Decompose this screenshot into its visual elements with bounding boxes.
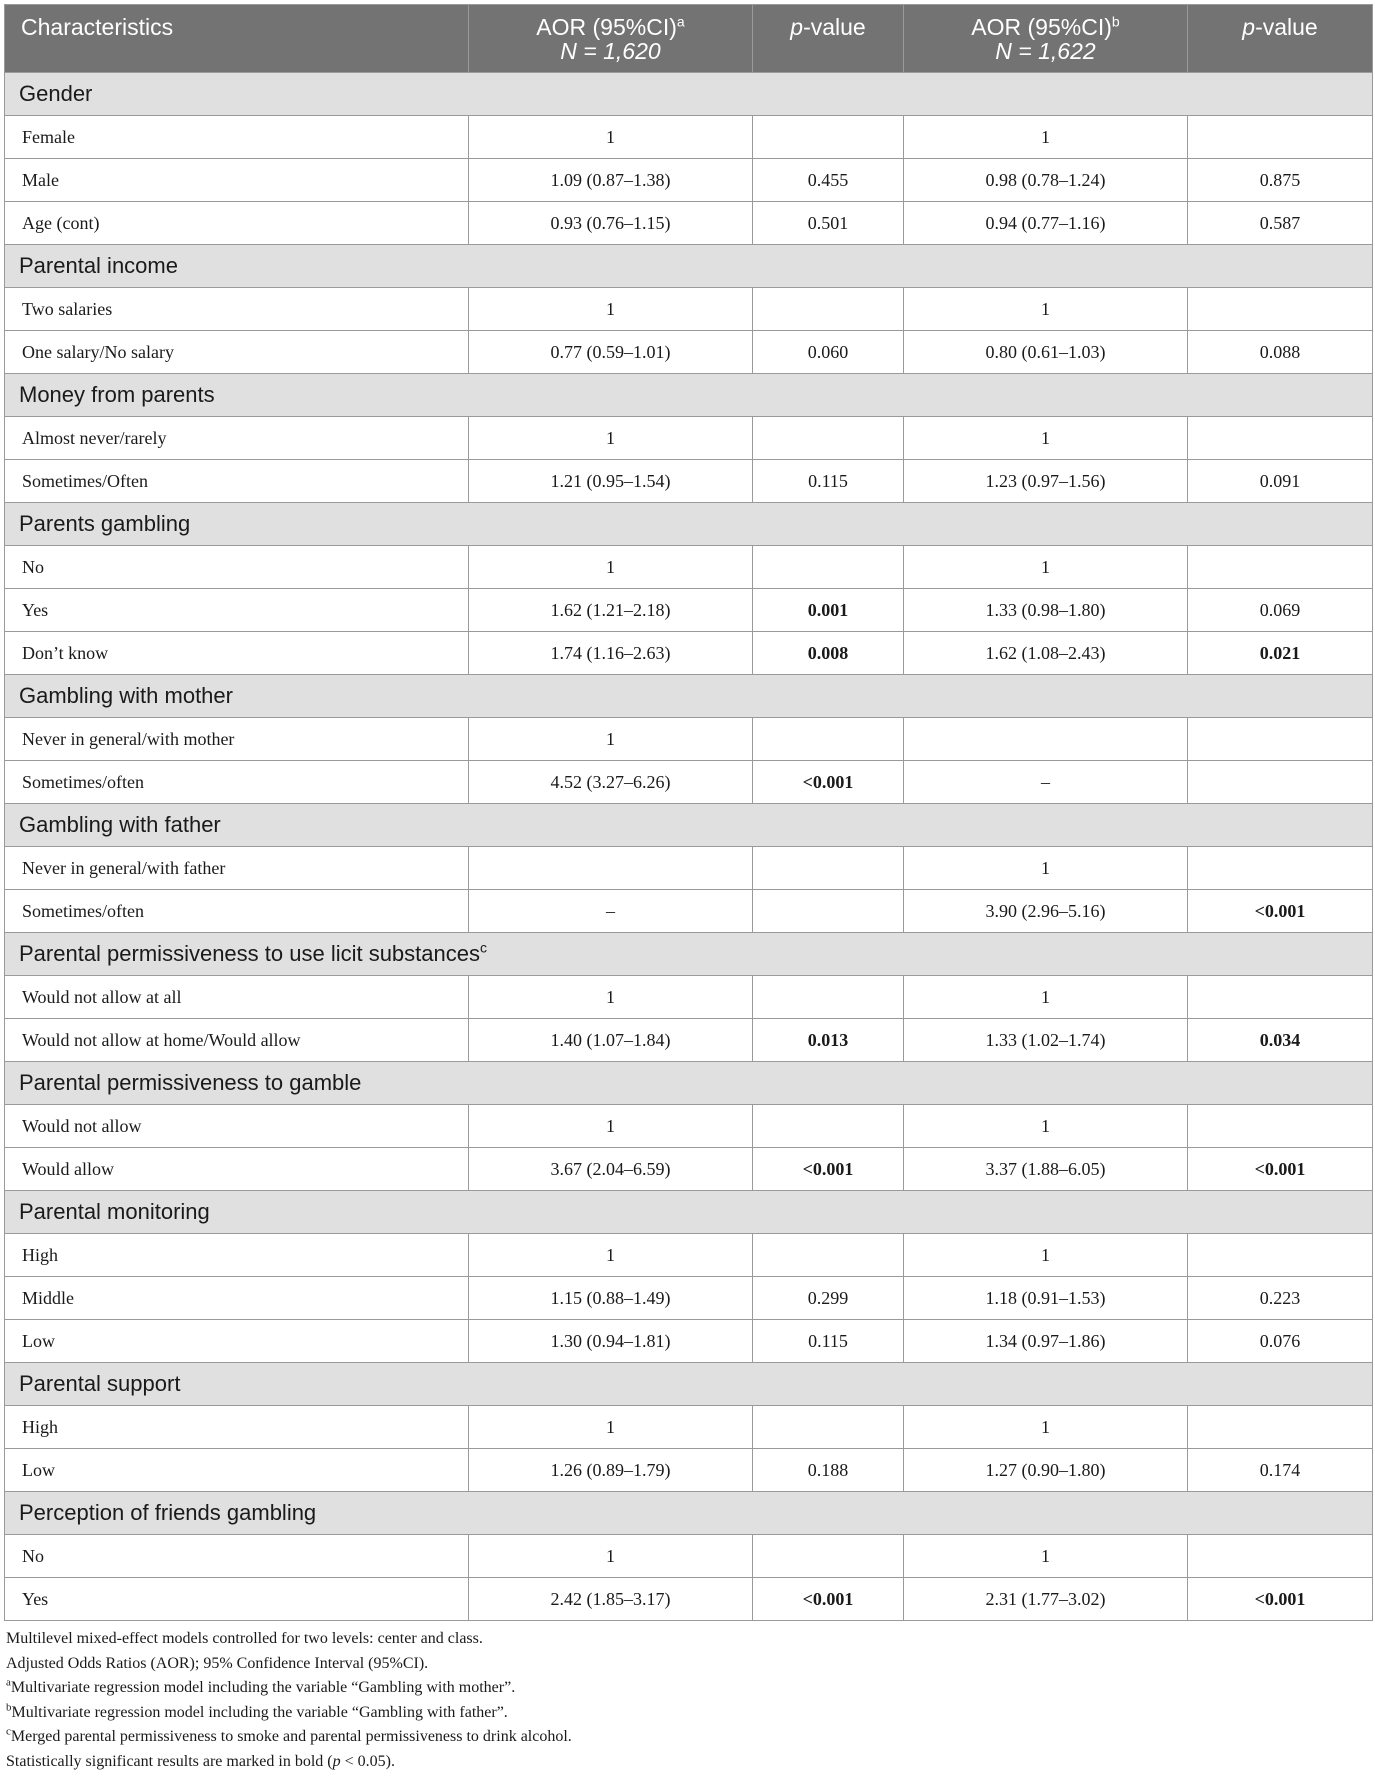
section-title: Gambling with father [5,804,1373,847]
table-body [5,73,1373,1621]
section-row [5,675,1373,718]
aor-model-b-cell: 1.33 (1.02–1.74) [904,1019,1188,1062]
table-row [5,1148,1373,1191]
aor-model-b-cell: 1.23 (0.97–1.56) [904,460,1188,503]
table-row [5,288,1373,331]
p-value-b-cell [1188,976,1373,1019]
p-value-a-cell [753,288,904,331]
aor-model-b-cell: 0.98 (0.78–1.24) [904,159,1188,202]
section-title: Gender [5,73,1373,116]
aor-model-a-cell: 1.74 (1.16–2.63) [469,632,753,675]
row-label: Age (cont) [5,202,469,245]
aor-model-a-cell: 1.15 (0.88–1.49) [469,1277,753,1320]
aor-model-b-cell: 1 [904,288,1188,331]
row-label: Don’t know [5,632,469,675]
p-value-a-cell: 0.001 [753,589,904,632]
aor-model-b-cell: 1.18 (0.91–1.53) [904,1277,1188,1320]
row-label: Would not allow at all [5,976,469,1019]
aor-model-b-cell: 1 [904,417,1188,460]
p-value-a-cell: 0.060 [753,331,904,374]
p-value-b-cell: 0.088 [1188,331,1373,374]
aor-model-b-cell: 1.33 (0.98–1.80) [904,589,1188,632]
p-value-b-cell [1188,1105,1373,1148]
table-row [5,718,1373,761]
aor-model-b-cell: 1 [904,1535,1188,1578]
p-value-b-cell: <0.001 [1188,1148,1373,1191]
aor-model-a-cell: 0.77 (0.59–1.01) [469,331,753,374]
p-value-b-cell [1188,1406,1373,1449]
aor-model-a-cell: 1 [469,417,753,460]
aor-model-a-cell: 2.42 (1.85–3.17) [469,1578,753,1621]
p-value-a-cell [753,1105,904,1148]
aor-model-b-cell: 1.27 (0.90–1.80) [904,1449,1188,1492]
table-row [5,202,1373,245]
aor-model-b-cell: – [904,761,1188,804]
header-aor-model-a: AOR $(95\%CI)^a$ N = 1,620 [469,5,753,73]
row-label: High [5,1234,469,1277]
aor-model-b-cell: 1.62 (1.08–2.43) [904,632,1188,675]
p-value-b-cell [1188,546,1373,589]
footnote-b: $^b$Multivariate regression model including the variable “Gambling with father”. [6,1701,508,1721]
footnote-significance: Statistically significant results are marked in bold (p < 0.05). [6,1752,395,1770]
table-row [5,159,1373,202]
aor-model-a-cell: 1 [469,976,753,1019]
p-value-b-cell: 0.174 [1188,1449,1373,1492]
p-value-b-cell [1188,288,1373,331]
p-value-a-cell: <0.001 [753,761,904,804]
row-label: Sometimes/Often [5,460,469,503]
p-value-b-cell [1188,847,1373,890]
row-label: No [5,546,469,589]
p-value-a-cell: 0.299 [753,1277,904,1320]
table-row [5,976,1373,1019]
aor-model-b-cell: 2.31 (1.77–3.02) [904,1578,1188,1621]
p-value-a-cell: <0.001 [753,1578,904,1621]
header-p-value-a: p-value [753,5,904,73]
p-value-b-cell: 0.021 [1188,632,1373,675]
section-row [5,245,1373,288]
aor-model-b-cell: 1 [904,1406,1188,1449]
p-value-a-cell [753,890,904,933]
table-row [5,847,1373,890]
aor-model-a-cell: – [469,890,753,933]
table-row [5,460,1373,503]
p-value-a-cell: 0.455 [753,159,904,202]
row-label: Low [5,1449,469,1492]
section-row [5,503,1373,546]
aor-model-a-cell [469,847,753,890]
table-row [5,1277,1373,1320]
table-row [5,1406,1373,1449]
aor-model-a-cell: 1 [469,546,753,589]
table-row [5,1449,1373,1492]
p-value-a-cell: <0.001 [753,1148,904,1191]
table-row [5,331,1373,374]
header-p-value-b: p-value [1188,5,1373,73]
p-value-b-cell [1188,417,1373,460]
aor-model-a-cell: 1.21 (0.95–1.54) [469,460,753,503]
p-value-b-cell: 0.223 [1188,1277,1373,1320]
header-characteristics: Characteristics [5,5,469,73]
p-value-b-cell: 0.091 [1188,460,1373,503]
table-container [4,4,1372,1774]
footnote-c: $^c$Merged parental permissiveness to smoke and parental permissiveness to drink alcohol. [6,1725,572,1745]
section-row [5,1363,1373,1406]
table-row [5,1320,1373,1363]
p-value-a-cell: 0.501 [753,202,904,245]
row-label: High [5,1406,469,1449]
p-value-a-cell [753,116,904,159]
row-label: Never in general/with mother [5,718,469,761]
p-value-b-cell [1188,1234,1373,1277]
row-label: Would allow [5,1148,469,1191]
p-value-b-cell: 0.034 [1188,1019,1373,1062]
section-title: Perception of friends gambling [5,1492,1373,1535]
section-title: Money from parents [5,374,1373,417]
aor-model-b-cell: 1.34 (0.97–1.86) [904,1320,1188,1363]
aor-model-b-cell: 0.80 (0.61–1.03) [904,331,1188,374]
aor-model-b-cell: 1 [904,847,1188,890]
aor-model-b-cell: 1 [904,116,1188,159]
table-row [5,890,1373,933]
row-label: Yes [5,1578,469,1621]
row-label: Almost never/rarely [5,417,469,460]
section-row [5,73,1373,116]
table-row [5,417,1373,460]
table-row [5,1234,1373,1277]
aor-model-a-cell: 1 [469,1406,753,1449]
table-row [5,1578,1373,1621]
section-row [5,933,1373,976]
section-title: Gambling with mother [5,675,1373,718]
aor-model-a-cell: 1.30 (0.94–1.81) [469,1320,753,1363]
p-value-a-cell [753,1535,904,1578]
row-label: Middle [5,1277,469,1320]
section-row [5,1062,1373,1105]
section-title: Parental permissiveness to gamble [5,1062,1373,1105]
aor-model-a-cell: 4.52 (3.27–6.26) [469,761,753,804]
section-title: Parental support [5,1363,1373,1406]
results-table [4,4,1373,1621]
section-row [5,374,1373,417]
aor-model-a-cell: 1.62 (1.21–2.18) [469,589,753,632]
p-value-b-cell [1188,761,1373,804]
table-row [5,761,1373,804]
p-value-a-cell: 0.115 [753,1320,904,1363]
p-value-a-cell: 0.008 [753,632,904,675]
row-label: Sometimes/often [5,890,469,933]
aor-model-b-cell: 1 [904,976,1188,1019]
aor-model-b-cell: 3.37 (1.88–6.05) [904,1148,1188,1191]
table-row [5,546,1373,589]
row-label: Sometimes/often [5,761,469,804]
aor-model-a-cell: 1 [469,116,753,159]
section-row [5,1492,1373,1535]
p-value-b-cell: 0.076 [1188,1320,1373,1363]
p-value-b-cell [1188,1535,1373,1578]
row-label: Never in general/with father [5,847,469,890]
p-value-a-cell [753,417,904,460]
p-value-a-cell [753,847,904,890]
aor-model-b-cell: 1 [904,1105,1188,1148]
aor-model-a-cell: 1 [469,1234,753,1277]
aor-model-b-cell: 0.94 (0.77–1.16) [904,202,1188,245]
p-value-b-cell: 0.587 [1188,202,1373,245]
p-value-a-cell [753,1234,904,1277]
table-row [5,116,1373,159]
aor-model-a-cell: 3.67 (2.04–6.59) [469,1148,753,1191]
p-value-b-cell [1188,718,1373,761]
p-value-a-cell: 0.115 [753,460,904,503]
aor-model-a-cell: 1 [469,1105,753,1148]
row-label: One salary/No salary [5,331,469,374]
table-row [5,589,1373,632]
row-label: No [5,1535,469,1578]
aor-model-a-cell: 1.40 (1.07–1.84) [469,1019,753,1062]
aor-model-a-cell: 1 [469,718,753,761]
p-value-b-cell: 0.069 [1188,589,1373,632]
footnote-abbreviations: Adjusted Odds Ratios (AOR); 95% Confidence Interval (95%CI). [6,1654,429,1672]
section-title: Parental income [5,245,1373,288]
table-footnotes [4,1627,1372,1774]
row-label: Two salaries [5,288,469,331]
p-value-b-cell: 0.875 [1188,159,1373,202]
section-row [5,1191,1373,1234]
table-row [5,632,1373,675]
row-label: Would not allow at home/Would allow [5,1019,469,1062]
aor-model-a-cell: 1.26 (0.89–1.79) [469,1449,753,1492]
p-value-a-cell [753,718,904,761]
header-aor-model-b: AOR $(95\%CI)^b$ N = 1,622 [904,5,1188,73]
table-row [5,1105,1373,1148]
row-label: Would not allow [5,1105,469,1148]
p-value-b-cell: <0.001 [1188,1578,1373,1621]
aor-model-a-cell: 1 [469,288,753,331]
footnote-a: $^a$Multivariate regression model including the variable “Gambling with mother”. [6,1676,516,1696]
section-title: Parents gambling [5,503,1373,546]
aor-model-a-cell: 1 [469,1535,753,1578]
table-row [5,1535,1373,1578]
aor-model-b-cell: 1 [904,1234,1188,1277]
aor-model-a-cell: 1.09 (0.87–1.38) [469,159,753,202]
row-label: Male [5,159,469,202]
section-row [5,804,1373,847]
p-value-b-cell [1188,116,1373,159]
p-value-a-cell [753,976,904,1019]
row-label: Low [5,1320,469,1363]
section-title: Parental monitoring [5,1191,1373,1234]
p-value-a-cell [753,546,904,589]
p-value-a-cell: 0.188 [753,1449,904,1492]
row-label: Yes [5,589,469,632]
p-value-b-cell: <0.001 [1188,890,1373,933]
p-value-a-cell: 0.013 [753,1019,904,1062]
footnote-models: Multilevel mixed-effect models controlled for two levels: center and class. [6,1630,483,1647]
aor-model-a-cell: 0.93 (0.76–1.15) [469,202,753,245]
header-row [5,5,1373,73]
section-title: Parental permissiveness to use licit substances$^c$ [5,933,1373,976]
row-label: Female [5,116,469,159]
table-row [5,1019,1373,1062]
aor-model-b-cell [904,718,1188,761]
aor-model-b-cell: 1 [904,546,1188,589]
p-value-a-cell [753,1406,904,1449]
aor-model-b-cell: 3.90 (2.96–5.16) [904,890,1188,933]
